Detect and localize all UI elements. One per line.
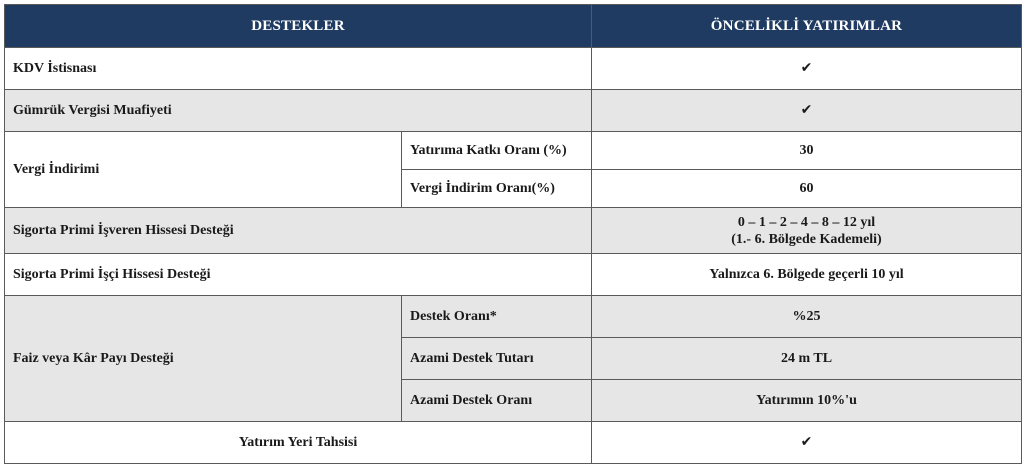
sigorta-isveren-years: 0 – 1 – 2 – 4 – 8 – 12 yıl [737, 214, 876, 230]
row-label-faiz: Faiz veya Kâr Payı Desteği [5, 296, 402, 422]
sub-label-destek-orani: Destek Oranı* [402, 296, 592, 338]
table-row [5, 90, 1022, 132]
row-label-gumruk: Gümrük Vergisi Muafiyeti [5, 90, 592, 132]
sub-label-katki-orani: Yatırıma Katkı Oranı (%) [402, 132, 592, 170]
support-table-container [4, 4, 1021, 464]
row-label-kdv: KDV İstisnası [5, 48, 592, 90]
table-row [5, 48, 1022, 90]
table-row [5, 422, 1022, 464]
row-value-sigorta-isci: Yalnızca 6. Bölgede geçerli 10 yıl [592, 254, 1022, 296]
sub-value-azami-oran: Yatırımın 10%'u [592, 380, 1022, 422]
sub-value-indirim-orani: 60 [592, 170, 1022, 208]
table-row [5, 254, 1022, 296]
sub-value-azami-tutar: 24 m TL [592, 338, 1022, 380]
row-label-sigorta-isci: Sigorta Primi İşçi Hissesi Desteği [5, 254, 592, 296]
row-value-kdv [592, 48, 1022, 90]
row-label-vergi: Vergi İndirimi [5, 132, 402, 208]
sub-value-destek-orani: %25 [592, 296, 1022, 338]
table-row [5, 208, 1022, 254]
table-header-row [5, 5, 1022, 48]
checkmark-icon: ✔ [800, 434, 813, 450]
support-table [4, 4, 1022, 464]
row-label-yatirim-yeri: Yatırım Yeri Tahsisi [5, 422, 592, 464]
sub-label-indirim-orani: Vergi İndirim Oranı(%) [402, 170, 592, 208]
row-label-sigorta-isveren: Sigorta Primi İşveren Hissesi Desteği [5, 208, 592, 254]
header-destekler: DESTEKLER [5, 5, 592, 48]
table-row [5, 296, 1022, 338]
row-value-gumruk [592, 90, 1022, 132]
row-value-sigorta-isveren [592, 208, 1022, 254]
row-value-yatirim-yeri [592, 422, 1022, 464]
sub-label-azami-oran: Azami Destek Oranı [402, 380, 592, 422]
sub-value-katki-orani: 30 [592, 132, 1022, 170]
checkmark-icon: ✔ [800, 60, 813, 76]
checkmark-icon: ✔ [800, 102, 813, 118]
sub-label-azami-tutar: Azami Destek Tutarı [402, 338, 592, 380]
header-oncelikli-yatirimlar: ÖNCELİKLİ YATIRIMLAR [592, 5, 1022, 48]
sigorta-isveren-note: (1.- 6. Bölgede Kademeli) [731, 231, 882, 247]
table-row [5, 132, 1022, 170]
